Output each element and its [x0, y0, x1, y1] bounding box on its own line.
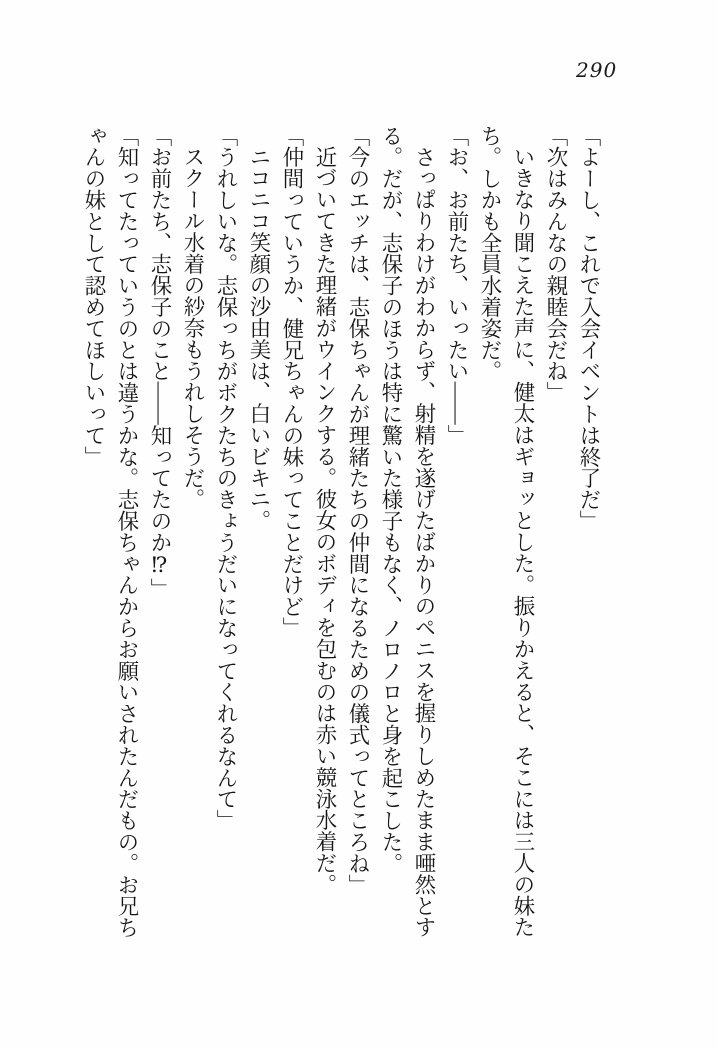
paragraph-dialogue: 「お前たち、志保子のこと——知ってたのか⁉」	[148, 125, 172, 600]
paragraph-dialogue: 「知ってたっていうのとは違うかな。志保ちゃんからお願いされたんだもの。お兄ちゃんの妹として認めてほしいって」	[82, 125, 139, 939]
paragraph-narrative: スクール水着の紗奈もうれしそうだ。	[181, 146, 205, 511]
paragraph-dialogue: 「仲間っていうか、健兄ちゃんの妹ってことだけど」	[280, 125, 304, 639]
paragraph-narrative: ニコニコ笑顔の沙由美は、白いビキニ。	[247, 146, 271, 532]
paragraph-narrative: 近づいてきた理緒がウインクする。彼女のボディを包むのは赤い競泳水着だ。	[313, 146, 337, 896]
paragraph-dialogue: 「お、お前たち、いったい——」	[445, 125, 469, 446]
paragraph-dialogue: 「今のエッチは、志保ちゃんが理緒たちの仲間になるための儀式ってところね」	[346, 125, 370, 896]
page-number: 290	[576, 58, 618, 82]
paragraph-narrative: さっぱりわけがわからず、射精を遂げたばかりのペニスを握りしめたまま唖然とする。だが、志保子のほうは特に驚いた様子もなく、ノロノロと身を起こした。	[379, 125, 436, 939]
paragraph-dialogue: 「うれしいな。志保っちがボクたちのきょうだいになってくれるなんて」	[214, 125, 238, 832]
paragraph-narrative: いきなり聞こえた声に、健太はギョッとした。振りかえると、そこには三人の妹たち。しかも全員水着姿だ。	[478, 125, 535, 939]
paragraph-dialogue: 「次はみんなの親睦会だね」	[544, 125, 568, 404]
vertical-text-block	[75, 125, 605, 947]
paragraph-dialogue: 「よーし、これで入会イベントは終了だ」	[577, 125, 601, 532]
